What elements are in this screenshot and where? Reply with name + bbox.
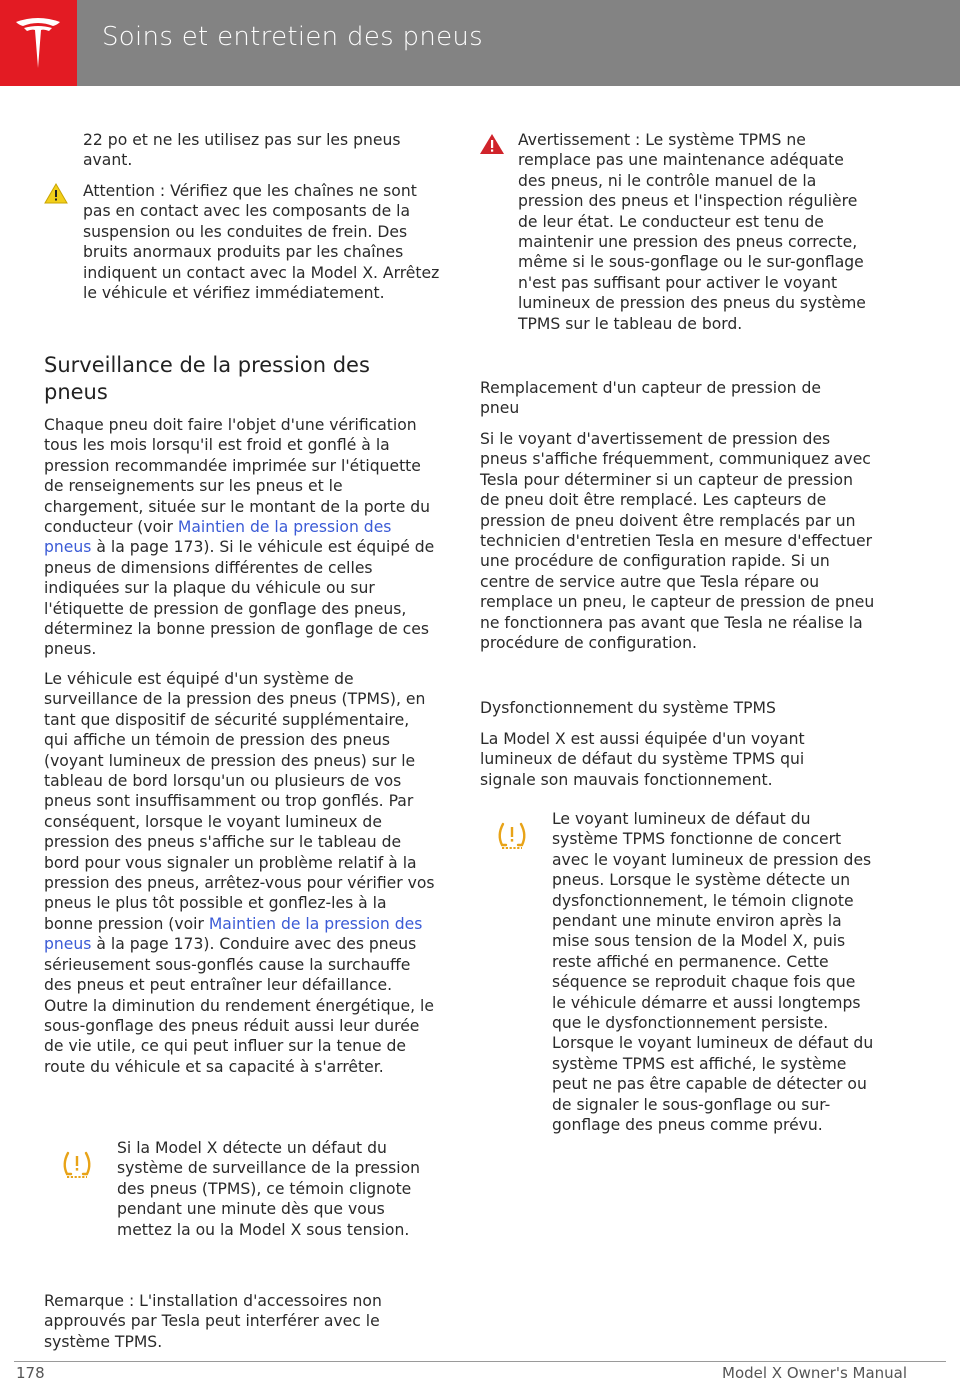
- malfunction-note-text: Le voyant lumineux de défaut du système TPMS fonctionne de concert avec le voyant lumineux de pression des pneus. Lorsque le système détecte un dysfonctionnement, le témoin clignote pendant une minute environ après la mise sous tension de la Model X, puis reste affiché en permanence. Cette séquence se reproduit chaque fois que le véhicule démarre et aussi longtemps que le dysfonctionnement persiste. Lorsque le voyant lumineux de défaut du système TPMS est affiché, le système peut ne pas être capable de détecter ou de signaler le sous-gonflage ou sur-gonflage des pneus comme prévu.: [552, 810, 874, 1135]
- paragraph-tpms: [44, 669, 436, 1077]
- link-tire-pressure-maintenance-2[interactable]: Maintien de la pression des pneus: [44, 914, 423, 954]
- page-header: [0, 0, 960, 86]
- paragraph-tire-check: [44, 415, 436, 660]
- tpms-note-text: Si la Model X détecte un défaut du système de surveillance de la pression des pneus (TPMS), ce témoin clignote pendant une minute dès que vous mettez la ou la Model X sous tension.: [117, 1139, 421, 1239]
- section-heading: Surveillance de la pression des pneus: [44, 353, 370, 404]
- manual-title: Model X Owner's Manual: [722, 1364, 908, 1382]
- tesla-logo: [0, 0, 77, 86]
- para2-text-b: à la page 173). Conduire avec des pneus sérieusement sous-gonflés cause la surchauffe des pneus et peut entraîner leur défaillance. Outre la diminution du rendement énergétique, le sous-gonflage des pneus réduit aussi leur durée de vie utile, ce qui peut influer sur la tenue de route du véhicule et sa capacité à s'arrêter.: [44, 935, 434, 1076]
- para2-text-a: Le véhicule est équipé d'un système de surveillance de la pression des pneus (TPMS), en tant que dispositif de sécurité supplémentaire, qui affiche un témoin de pression des pneus (voyant lumineux de pression des pneus) sur le tableau de bord lorsqu'un ou plusieurs de vos pneus sont insuffisamment ou trop gonflés. Par conséquent, lorsque le voyant lumineux de pression des pneus s'affiche sur le tableau de bord pour vous signaler un problème relatif à la pression des pneus, arrêtez-vous pour vérifier vos pneus le plus tôt possible et gonflez-les à la bonne pression (voir: [44, 670, 435, 933]
- para1-text-a: Chaque pneu doit faire l'objet d'une vérification tous les mois lorsqu'il est froid et gonflé à la pression recommandée imprimée sur l'étiquette de renseignements sur les pneus et le chargement, située sur le montant de la porte du conducteur (voir: [44, 416, 431, 537]
- page-title: Soins et entretien des pneus: [102, 22, 484, 52]
- intro-continuation: 22 po et ne les utilisez pas sur les pneus avant.: [83, 131, 401, 170]
- warning-triangle-icon: [479, 133, 505, 155]
- malfunction-heading: Dysfonctionnement du système TPMS: [480, 699, 776, 717]
- caution-triangle-icon: [44, 183, 68, 204]
- tesla-logo-icon: [13, 16, 63, 70]
- sensor-paragraph: Si le voyant d'avertissement de pression des pneus s'affiche fréquemment, communiquez avec Tesla pour déterminer si un capteur de pression de pneu doit être remplacé. Les capteurs de pression de pneu doivent être remplacés par un technicien d'entretien Tesla en mesure d'effectuer une procédure de configuration rapide. Si un centre de service autre que Tesla répare ou remplace un pneu, le capteur de pression de pneu ne fonctionnera pas avant que Tesla ne réalise la procédure de configuration.: [480, 430, 875, 653]
- malfunction-paragraph: La Model X est aussi équipée d'un voyant lumineux de défaut du système TPMS qui signale son mauvais fonctionnement.: [480, 730, 805, 789]
- footer-divider: [14, 1361, 946, 1362]
- tpms-warning-icon: [60, 1150, 94, 1182]
- link-tire-pressure-maintenance[interactable]: Maintien de la pression des pneus: [44, 518, 392, 557]
- sensor-heading: Remplacement d'un capteur de pression de pneu: [480, 379, 821, 418]
- warning-text: Avertissement : Le système TPMS ne remplace pas une maintenance adéquate des pneus, ni le contrôle manuel de la pression des pneus et l'inspection régulière de leur état. Le conducteur est tenu de maintenir une pression des pneus correcte, même si le sous-gonflage ou le sur-gonflage n'est pas suffisant pour activer le voyant lumineux de pression des pneus du système TPMS sur le tableau de bord.: [518, 131, 866, 333]
- page-number: 178: [16, 1364, 45, 1382]
- para1-text-b: à la page 173). Si le véhicule est équipé de pneus de dimensions différentes de celles indiquées sur la plaque du véhicule ou sur l'étiquette de pression de gonflage des pneus, déterminez la bonne pression de gonflage de ces pneus.: [44, 538, 435, 659]
- tpms-malfunction-icon: [495, 821, 529, 853]
- caution-text: Attention : Vérifiez que les chaînes ne sont pas en contact avec les composants de la suspension ou les conduites de frein. Des bruits anormaux produits par les chaînes indiquent un contact avec la Model X. Arrêtez le véhicule et vérifiez immédiatement.: [83, 182, 440, 303]
- remark-text: Remarque : L'installation d'accessoires non approuvés par Tesla peut interférer avec le système TPMS.: [44, 1292, 382, 1351]
